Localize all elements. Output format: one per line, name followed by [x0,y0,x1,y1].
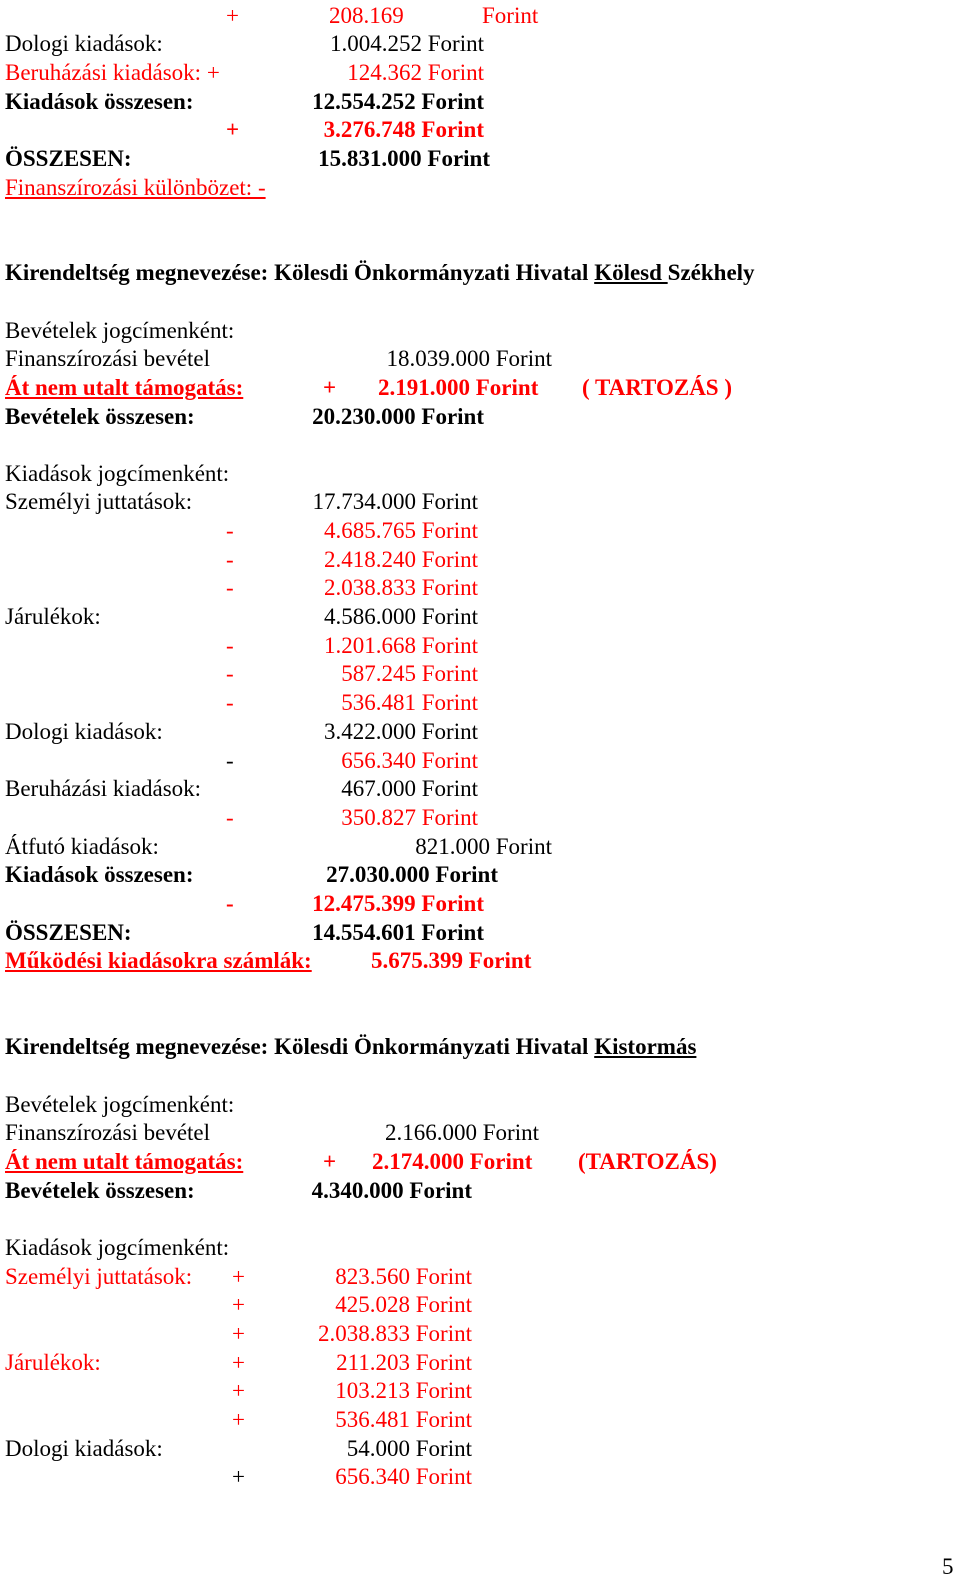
jarulekok-plus-value-1: 211.203 Forint [336,1350,472,1375]
szemelyi-minus-value-2: 2.418.240 Forint [324,547,478,572]
kiadasok-jogcimenkent: Kiadások jogcímenként: [5,461,230,486]
top-kiadasok-osszesen-value: 12.554.252 Forint [312,89,484,114]
dologi-minus-sign: - [226,748,234,773]
kiadasok-minus-value: 12.475.399 Forint [312,891,484,916]
top-dologi-label: Dologi kiadások: [5,31,163,56]
at-nem-utalt-label: Át nem utalt támogatás: [5,1149,244,1174]
szemelyi-label: Személyi juttatások: [5,489,193,514]
osszesen-value: 14.554.601 Forint [312,920,484,945]
jarulekok-plus-value-3: 536.481 Forint [335,1407,472,1432]
at-nem-utalt-sign: + [323,1149,337,1174]
szemelyi-plus-value-2: 425.028 Forint [335,1292,472,1317]
szemelyi-minus-value-3: 2.038.833 Forint [324,575,478,600]
at-nem-utalt-sign: + [323,375,337,400]
page-number: 5 [942,1554,954,1579]
finanszirozasi-bevetel-label: Finanszírozási bevétel [5,346,211,371]
at-nem-utalt-value: 2.191.000 Forint [378,375,545,400]
jarulekok-minus-sign-2: - [226,661,234,686]
dologi-label-2: Dologi kiadások: [5,1436,163,1461]
bevetelek-osszesen-label: Bevételek összesen: [5,404,195,429]
szemelyi-plus-value-1: 823.560 Forint [335,1264,472,1289]
top-value-2: 3.276.748 Forint [323,117,484,142]
mukodesi-value: 5.675.399 Forint [371,948,532,973]
jarulekok-minus-sign-1: - [226,633,234,658]
kiadasok-minus-sign: - [226,891,234,916]
beruhazasi-label: Beruházási kiadások: [5,776,202,801]
szemelyi-plus-sign-2: + [232,1292,245,1317]
heading-place: Kistormás [594,1034,697,1059]
dologi-plus-sign-2: + [232,1464,245,1489]
dologi-label: Dologi kiadások: [5,719,163,744]
top-unit-1: Forint [482,3,539,28]
jarulekok-plus-sign-2: + [232,1378,245,1403]
jarulekok-plus-value-2: 103.213 Forint [335,1378,472,1403]
top-plus-1: + [226,3,239,28]
dologi-plus-value-2: 656.340 Forint [335,1464,472,1489]
szemelyi-minus-sign-1: - [226,518,234,543]
szemelyi-plus-sign-1: + [232,1264,245,1289]
kiadasok-jogcimenkent-2: Kiadások jogcímenként: [5,1235,230,1260]
atfuto-value: 821.000 Forint [415,834,552,859]
jarulekok-minus-value-3: 536.481 Forint [341,690,478,715]
szemelyi-minus-sign-3: - [226,575,234,600]
at-nem-utalt-row [5,375,557,401]
at-nem-utalt-row-2 [5,1149,551,1175]
mukodesi-kiadasokra-row [5,948,546,974]
top-value-1: 208.169 [329,3,404,28]
jarulekok-label-2: Járulékok: [5,1350,101,1375]
szemelyi-minus-value-1: 4.685.765 Forint [324,518,478,543]
kiadasok-osszesen-label: Kiadások összesen: [5,862,194,887]
at-nem-utalt-label: Át nem utalt támogatás: [5,375,244,400]
top-osszesen-value: 15.831.000 Forint [318,146,490,171]
jarulekok-label: Járulékok: [5,604,101,629]
jarulekok-minus-value-1: 1.201.668 Forint [324,633,478,658]
bevetelek-osszesen-value-2: 4.340.000 Forint [311,1178,472,1203]
bevetelek-jogcimenkent-2: Bevételek jogcímenként: [5,1092,235,1117]
atfuto-label: Átfutó kiadások: [5,834,159,859]
jarulekok-minus-sign-3: - [226,690,234,715]
mukodesi-label: Működési kiadásokra számlák: [5,948,312,973]
top-beruhazasi-value: 124.362 Forint [347,60,484,85]
bevetelek-jogcimenkent: Bevételek jogcímenként: [5,318,235,343]
top-beruhazasi-label: Beruházási kiadások: + [5,60,220,85]
dologi-value-2: 54.000 Forint [346,1436,472,1461]
szemelyi-value: 17.734.000 Forint [312,489,478,514]
beruhazasi-minus-sign: - [226,805,234,830]
section-1-heading [5,260,755,286]
szemelyi-plus-value-3: 2.038.833 Forint [318,1321,472,1346]
finanszirozasi-bevetel-value: 18.039.000 Forint [386,346,552,371]
szemelyi-label-2: Személyi juttatások: [5,1264,193,1289]
top-osszesen-label: ÖSSZESEN: [5,146,132,171]
top-kiadasok-osszesen-label: Kiadások összesen: [5,89,194,114]
kiadasok-osszesen-value: 27.030.000 Forint [326,862,498,887]
tartozas-label: ( TARTOZÁS ) [582,375,733,400]
section-2-heading [5,1034,696,1060]
szemelyi-minus-sign-2: - [226,547,234,572]
heading-prefix: Kirendeltség megnevezése: Kölesdi Önkormányzati Hivatal [5,260,595,285]
at-nem-utalt-value: 2.174.000 Forint [372,1149,539,1174]
jarulekok-minus-value-2: 587.245 Forint [341,661,478,686]
tartozas-label-2: (TARTOZÁS) [578,1149,717,1174]
osszesen-label: ÖSSZESEN: [5,920,132,945]
jarulekok-value: 4.586.000 Forint [324,604,478,629]
jarulekok-plus-sign-1: + [232,1350,245,1375]
heading-place: Kölesd [594,260,668,285]
finanszirozasi-bevetel-value-2: 2.166.000 Forint [385,1120,539,1145]
jarulekok-plus-sign-3: + [232,1407,245,1432]
dologi-value: 3.422.000 Forint [324,719,478,744]
szemelyi-plus-sign-3: + [232,1321,245,1346]
heading-suffix: Székhely [667,260,755,285]
dologi-minus-value: 656.340 Forint [341,748,478,773]
beruhazasi-minus-value: 350.827 Forint [341,805,478,830]
top-plus-2: + [226,117,240,142]
finanszirozasi-bevetel-label-2: Finanszírozási bevétel [5,1120,211,1145]
heading-prefix: Kirendeltség megnevezése: Kölesdi Önkormányzati Hivatal [5,1034,595,1059]
finanszirozasi-kulonbozet: Finanszírozási különbözet: - [5,175,266,200]
beruhazasi-value: 467.000 Forint [341,776,478,801]
bevetelek-osszesen-label-2: Bevételek összesen: [5,1178,195,1203]
top-dologi-value: 1.004.252 Forint [330,31,484,56]
bevetelek-osszesen-value: 20.230.000 Forint [312,404,484,429]
